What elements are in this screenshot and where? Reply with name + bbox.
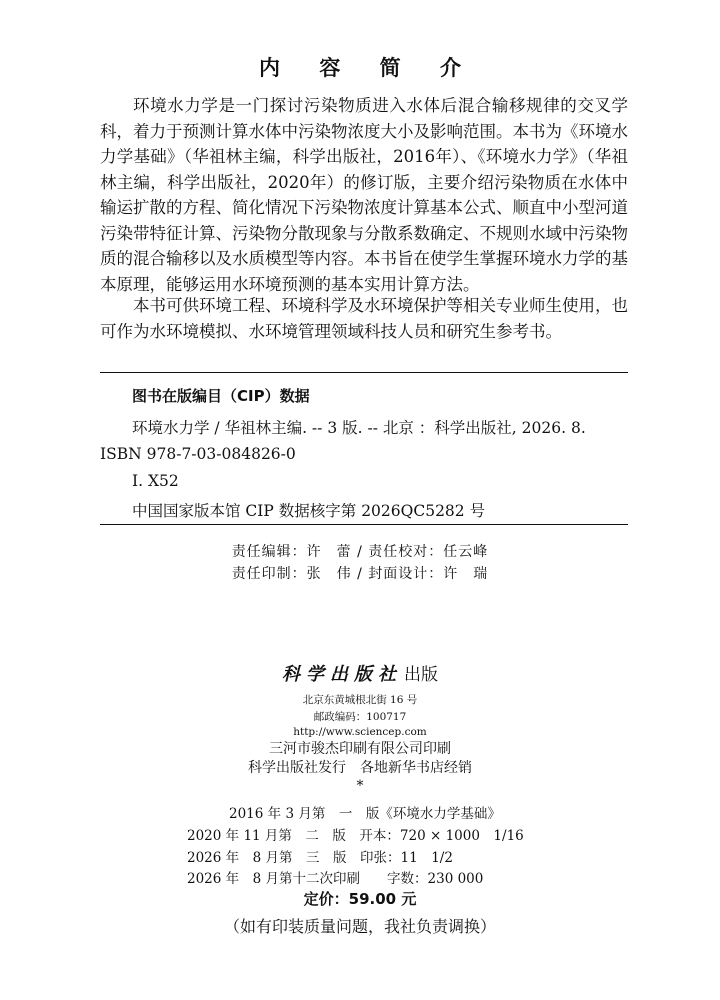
cip-bottom-rule [100, 524, 628, 525]
edition-line-1: 2016 年 3 月第 一 版《环境水力学基础》 [229, 806, 501, 822]
edition-line-4: 2026 年 8 月第十二次印刷 字数：230 000 [187, 871, 484, 887]
edition-line-3: 2026 年 8 月第 三 版 印张：11 1/2 [187, 850, 453, 866]
distribution-line: 科学出版社发行 各地新华书店经销 [248, 760, 472, 776]
publisher-line [0, 660, 720, 686]
staff-line-1: 责任编辑：许 蕾 / 责任校对：任云峰 [231, 544, 489, 560]
cip-isbn: ISBN 978-7-03-084826-0 [100, 445, 296, 463]
publisher-address: 北京东黄城根北街 16 号 [302, 694, 418, 706]
cip-classification: Ⅰ. X52 [132, 472, 179, 490]
page-title: 内 容 简 介 [259, 56, 477, 80]
publisher-postcode: 邮政编码：100717 [313, 711, 407, 723]
publisher-logo: 科学出版社 [282, 664, 402, 685]
quality-notice: （如有印装质量问题，我社负责调换） [223, 917, 496, 936]
printer-line: 三河市骏杰印刷有限公司印刷 [269, 741, 451, 757]
cip-library-record: 中国国家版本馆 CIP 数据核字第 2026QC5282 号 [132, 502, 486, 520]
publisher-url: http://www.sciencep.com [293, 726, 427, 738]
edition-line-2: 2020 年 11 月第 二 版 开本：720 × 1000 1/16 [187, 828, 524, 844]
intro-paragraph-2: 本书可供环境工程、环境科学及水环境保护等相关专业师生使用，也可作为水环境模拟、水环境管理领域科技人员和研究生参考书。 [100, 296, 628, 341]
intro-paragraph-1: 环境水力学是一门探讨污染物质进入水体后混合输移规律的交叉学科，着力于预测计算水体中污染物浓度大小及影响范围。本书为《环境水力学基础》（华祖林主编，科学出版社，2016年）、《环境水力学》（华祖林主编，科学出版社，2020年）的修订版，主要介绍污染物质在水体中输运扩散的方程、简化情况下污染物浓度计算基本公式、顺直中小型河道污染带特征计算、污染物分散现象与分散系数确定、不规则水域中污染物质的混合输移以及水质模型等内容。本书旨在使学生掌握环境水力学的基本原理，能够运用水环境预测的基本实用计算方法。 [100, 96, 628, 294]
publisher-suffix: 出版 [404, 665, 438, 685]
cip-top-rule [100, 372, 628, 373]
cip-heading: 图书在版编目（CIP）数据 [132, 387, 310, 405]
cip-record: 环境水力学 / 华祖林主编. -- 3 版. -- 北京 ：科学出版社, 2026. 8. [132, 419, 586, 437]
price: 定价：59.00 元 [303, 890, 417, 908]
separator-asterisk: * [356, 778, 364, 794]
staff-line-2: 责任印制：张 伟 / 封面设计：许 瑞 [231, 566, 489, 582]
